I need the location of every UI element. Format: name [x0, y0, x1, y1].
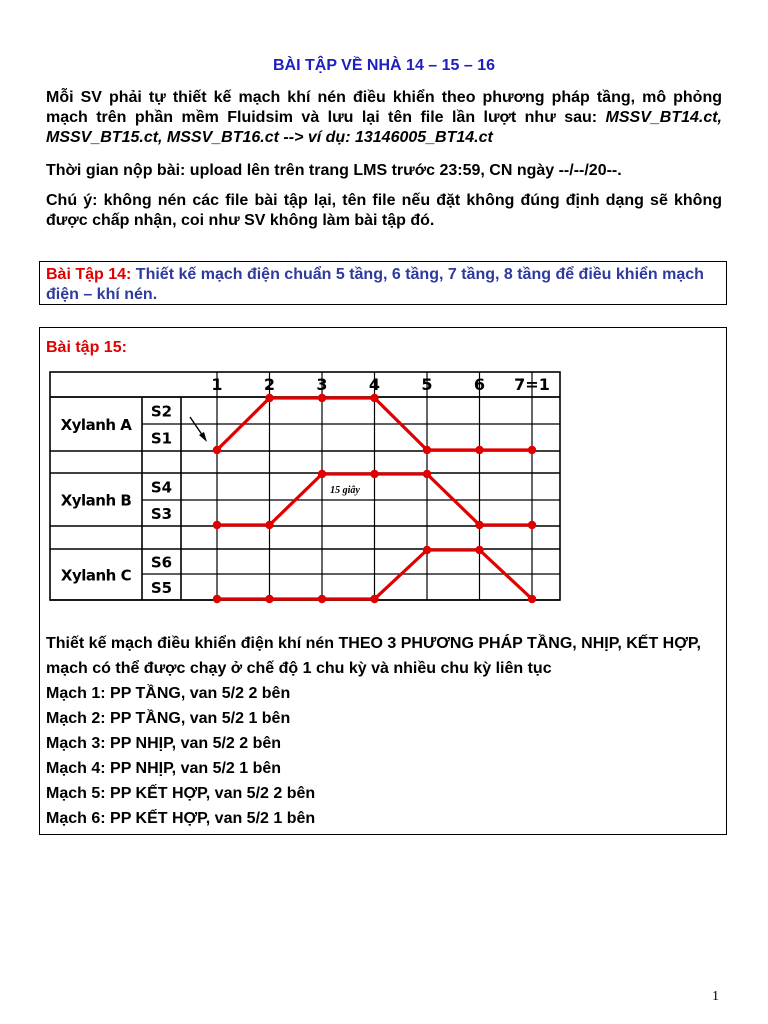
motion-diagram	[47, 369, 567, 604]
circuit-item: Mạch 5: PP KẾT HỢP, van 5/2 2 bên	[46, 785, 316, 802]
deadline-paragraph: Thời gian nộp bài: upload lên trên trang LMS trước 23:59, CN ngày --/--/20--.	[46, 162, 622, 179]
step-label: 6	[473, 375, 486, 394]
motion-point	[213, 521, 221, 529]
cylinder-label: Xylanh A	[60, 416, 132, 434]
cylinder-label: Xylanh B	[60, 491, 132, 510]
step-label: 3	[316, 375, 328, 394]
exercise15-task	[46, 631, 722, 831]
step-label: 5	[421, 375, 433, 394]
circuit-item: Mạch 6: PP KẾT HỢP, van 5/2 1 bên	[46, 810, 316, 827]
sensor-label: S3	[150, 505, 173, 523]
motion-point	[265, 595, 273, 603]
motion-point	[528, 521, 536, 529]
motion-point	[213, 595, 221, 603]
circuit-item: Mạch 2: PP TẦNG, van 5/2 1 bên	[46, 710, 291, 727]
sensor-label: S2	[150, 402, 173, 421]
motion-point	[370, 470, 378, 478]
motion-point	[475, 546, 483, 554]
motion-point	[265, 394, 273, 402]
exercise15-label: Bài tập 15:	[46, 339, 127, 356]
cylinder-label: Xylanh C	[60, 566, 132, 585]
motion-point	[528, 446, 536, 454]
diagram-labels	[61, 375, 550, 597]
timer-label: 15 giây	[330, 485, 360, 496]
motion-point	[370, 595, 378, 603]
motion-point	[318, 394, 326, 402]
motion-point	[423, 446, 431, 454]
motion-point	[423, 546, 431, 554]
note-paragraph: Chú ý: không nén các file bài tập lại, tên file nếu đặt không đúng định dạng sẽ không được chấp nhận, coi như SV không làm bài tập đó.	[46, 192, 722, 229]
sensor-label: S1	[150, 429, 173, 448]
intro-filenames: MSSV_BT14.ct, MSSV_BT15.ct, MSSV_BT16.ct --> ví dụ: 13146005_BT14.ct	[46, 109, 722, 146]
motion-point	[475, 521, 483, 529]
motion-point	[423, 470, 431, 478]
circuit-item: Mạch 4: PP NHỊP, van 5/2 1 bên	[46, 760, 282, 777]
intro-text: Mỗi SV phải tự thiết kế mạch khí nén điều khiển theo phương pháp tầng, mô phỏng mạch trên phần mềm Fluidsim và lưu lại tên file lần lượt như sau:	[46, 89, 722, 126]
circuit-item: Mạch 3: PP NHỊP, van 5/2 2 bên	[46, 735, 282, 752]
circuit-item: Mạch 1: PP TẦNG, van 5/2 2 bên	[46, 685, 291, 702]
motion-point	[318, 595, 326, 603]
step-label: 7=1	[514, 375, 550, 394]
motion-point	[213, 446, 221, 454]
exercise14-box	[39, 261, 727, 305]
sensor-label: S5	[150, 579, 173, 597]
page-title: BÀI TẬP VỀ NHÀ 14 – 15 – 16	[272, 57, 496, 74]
motion-point	[475, 446, 483, 454]
start-arrow-head-icon	[199, 432, 207, 442]
motion-point	[528, 595, 536, 603]
motion-point	[318, 470, 326, 478]
exercise14-label: Bài Tập 14:	[46, 266, 132, 283]
sensor-label: S4	[150, 478, 173, 497]
sensor-label: S6	[150, 553, 173, 572]
step-label: 2	[263, 375, 276, 394]
step-label: 1	[211, 375, 223, 394]
page-number: 1	[712, 989, 719, 1004]
task-description: Thiết kế mạch điều khiển điện khí nén THEO 3 PHƯƠNG PHÁP TẦNG, NHỊP, KẾT HỢP, mạch có thể được chạy ở chế độ 1 chu kỳ và nhiều chu kỳ liên tục	[46, 635, 701, 677]
intro-paragraph	[46, 88, 722, 148]
step-label: 4	[368, 375, 381, 394]
motion-point	[265, 521, 273, 529]
motion-point	[370, 394, 378, 402]
exercise14-text: Thiết kế mạch điện chuẩn 5 tầng, 6 tầng, 7 tầng, 8 tầng để điều khiển mạch điện – khí nén.	[46, 266, 704, 303]
